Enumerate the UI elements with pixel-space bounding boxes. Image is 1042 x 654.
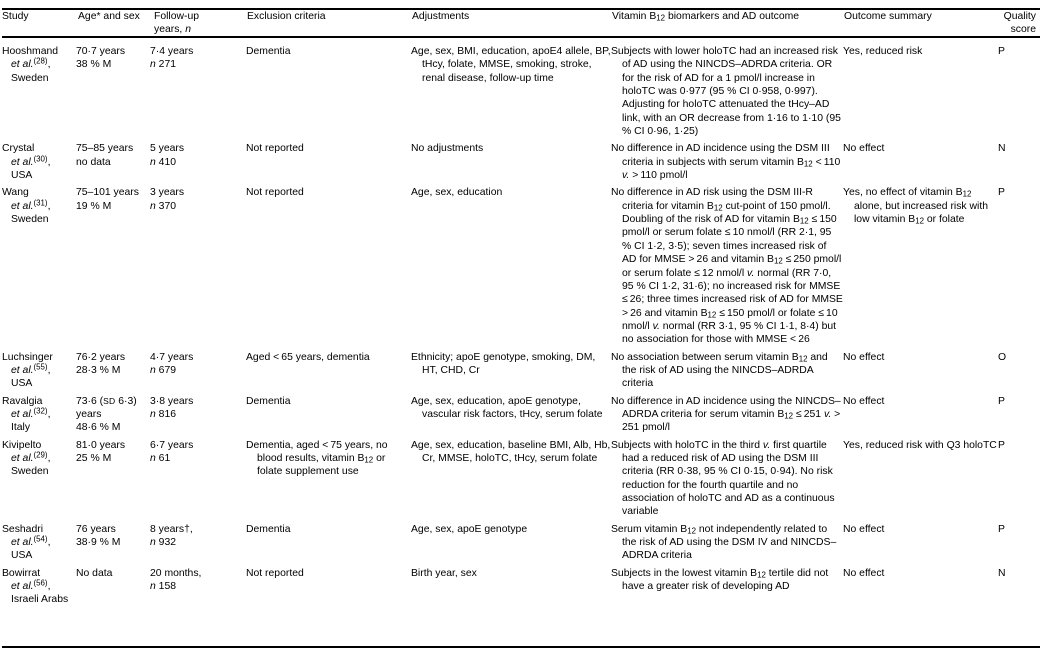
study-reference: (54) [33, 534, 48, 544]
table-body [2, 38, 1040, 611]
follow-up-years: 4·7 years [150, 351, 194, 363]
follow-up-n: n 679 [150, 364, 177, 376]
age-cell [76, 395, 150, 439]
age-cell [76, 38, 150, 142]
column-header-age-and-sex [76, 10, 150, 38]
quality-score-cell [998, 142, 1040, 186]
column-header-follow-up-line2: years, n [154, 24, 191, 36]
study-country: USA [11, 170, 33, 182]
table-row [2, 351, 1040, 395]
column-header-follow-up-line1: Follow-up [154, 11, 200, 22]
study-name: Hooshmand [2, 46, 59, 57]
biomarkers-cell: Subjects with lower holoTC had an increased risk of AD using the NINCDS–ADRDA criteria. OR for the risk of AD for a 1 pmol/l increase in holoTC was 0·977 (95 % CI 0·958, 0·997). Adjusting for holoTC attenuated the tHcy–AD link, with an OR decrease from 1·16 to 1·10 (95 % CI 0·96, 1·25) [611, 46, 841, 138]
study-et-al: et al. [11, 581, 34, 593]
column-header-outcome-summary [843, 10, 998, 38]
follow-up-n: n 816 [150, 408, 177, 420]
follow-up-cell [150, 395, 246, 439]
column-header-study [2, 10, 76, 38]
age-cell [76, 439, 150, 523]
table-header [2, 10, 1040, 38]
study-cell: Ravalgia et al.$^{(32)}$, Italy [2, 395, 51, 434]
outcome-cell: Yes, no effect of vitamin $B_{12}$ alone, but increased risk with low vitamin $B_{12}$ or folate [843, 187, 988, 226]
outcome-cell: No effect [843, 523, 885, 535]
study-name: Crystal [2, 143, 35, 155]
study-et-al: et al. [11, 156, 34, 168]
study-cell: Seshadri et al.$^{(54)}$, USA [2, 523, 51, 562]
study-name: Wang [2, 187, 29, 199]
column-header-quality-line2: score [1010, 24, 1036, 36]
study-cell: Luchsinger et al.$^{(55)}$, USA [2, 351, 53, 390]
column-header-exclusion-label: Exclusion criteria [247, 11, 326, 22]
quality-score-cell [998, 351, 1040, 395]
follow-up-cell [150, 567, 246, 611]
study-age: 75–85 years [76, 143, 134, 155]
follow-up-cell [150, 186, 246, 350]
table-row [2, 38, 1040, 142]
follow-up-cell [150, 523, 246, 567]
table-header-row [2, 10, 1040, 38]
adjustments-cell: Age, sex, BMI, education, apoE4 allele, BP, tHcy, folate, MMSE, smoking, stroke, renal disease, follow-up time [411, 46, 611, 84]
study-sex: 19 % M [76, 200, 112, 212]
study-country: USA [11, 550, 33, 562]
exclusion-cell: Not reported [246, 143, 304, 155]
follow-up-years: 3 years [150, 187, 185, 199]
biomarkers-cell: No difference in AD incidence using the DSM III criteria in subjects with serum vitamin $B_{12} < 110$ v. > 110 pmol/l [611, 143, 841, 182]
study-name: Kivipelto [2, 439, 42, 451]
follow-up-cell [150, 38, 246, 142]
exclusion-cell: Dementia [246, 46, 291, 57]
adjustments-cell: No adjustments [411, 143, 484, 155]
study-country: Sweden [11, 72, 49, 84]
column-header-age-label: Age* and sex [78, 11, 140, 22]
table-row [2, 567, 1040, 611]
study-age: 70·7 years [76, 46, 126, 57]
table-row [2, 439, 1040, 523]
age-cell [76, 186, 150, 350]
study-cell: Hooshmand et al.$^{(28)}$, Sweden [2, 46, 59, 84]
outcome-cell: No effect [843, 395, 885, 407]
exclusion-cell: Dementia [246, 523, 291, 535]
study-country: USA [11, 378, 33, 390]
adjustments-cell: Ethnicity; apoE genotype, smoking, DM, HT, CHD, Cr [411, 351, 596, 376]
outcome-cell: No effect [843, 351, 885, 363]
study-cell: Wang et al.$^{(31)}$, Sweden [2, 187, 51, 226]
study-age: 81·0 years [76, 439, 126, 451]
follow-up-cell [150, 351, 246, 395]
study-name: Bowirrat [2, 567, 41, 579]
exclusion-cell: Dementia, aged < 75 years, no blood results, vitamin $B_{12}$ or folate supplement use [246, 439, 388, 478]
column-header-outcome-label: Outcome summary [844, 11, 932, 22]
study-age: No data [76, 567, 113, 579]
study-sex: 28·3 % M [76, 364, 121, 376]
quality-score-value: P [998, 46, 1005, 57]
study-et-al: et al. [11, 452, 34, 464]
quality-score-cell [998, 439, 1040, 523]
table-row [2, 142, 1040, 186]
table-row [2, 523, 1040, 567]
quality-score-value: P [998, 523, 1005, 535]
study-reference: (31) [33, 198, 48, 208]
adjustments-cell: Birth year, sex [411, 567, 477, 579]
biomarkers-cell: Subjects with holoTC in the third v. first quartile had a reduced risk of AD using the DSM III criteria (RR 0·38, 95 % CI 0·15, 0·94). No risk reduction for the fourth quartile and no association of holoTC and AD as a continuous variable [611, 439, 835, 518]
study-country: Italy [11, 422, 31, 434]
study-et-al: et al. [11, 59, 34, 71]
outcome-cell: No effect [843, 567, 885, 579]
column-header-quality-line1: Quality [1003, 11, 1036, 22]
quality-score-cell [998, 186, 1040, 350]
quality-score-cell [998, 395, 1040, 439]
follow-up-years: 5 years [150, 143, 185, 155]
study-sex: 25 % M [76, 452, 112, 464]
column-header-biomarkers [611, 10, 843, 38]
study-et-al: et al. [11, 408, 34, 420]
exclusion-cell: Not reported [246, 567, 304, 579]
exclusion-cell: Aged < 65 years, dementia [246, 351, 370, 363]
outcome-cell: No effect [843, 143, 885, 155]
adjustments-cell: Age, sex, education, apoE genotype, vascular risk factors, tHcy, serum folate [411, 395, 603, 420]
study-sex: no data [76, 156, 111, 168]
exclusion-cell: Not reported [246, 187, 304, 199]
quality-score-cell [998, 38, 1040, 142]
study-reference: (56) [33, 578, 48, 588]
column-header-adjustments-label: Adjustments [412, 11, 470, 22]
follow-up-years: 6·7 years [150, 439, 194, 451]
study-reference: (32) [33, 406, 48, 416]
adjustments-cell: Age, sex, education, baseline BMI, Alb, Hb, Cr, MMSE, holoTC, tHcy, serum folate [411, 439, 611, 464]
quality-score-value: P [998, 187, 1005, 199]
study-sex: 48·6 % M [76, 422, 121, 434]
follow-up-years: 3·8 years [150, 395, 194, 407]
follow-up-n: n 370 [150, 200, 177, 212]
study-reference: (29) [33, 450, 48, 460]
study-reference: (30) [33, 154, 48, 164]
column-header-follow-up [150, 10, 246, 38]
table-row [2, 395, 1040, 439]
study-cell: Bowirrat et al.$^{(56)}$, Israeli Arabs [2, 567, 69, 606]
quality-score-cell [998, 523, 1040, 567]
follow-up-cell [150, 439, 246, 523]
adjustments-cell: Age, sex, education [411, 187, 503, 199]
quality-score-value: N [998, 143, 1006, 155]
exclusion-cell: Dementia [246, 395, 291, 407]
outcome-cell: Yes, reduced risk with Q3 holoTC [843, 439, 997, 451]
study-characteristics-table [2, 10, 1040, 611]
outcome-cell: Yes, reduced risk [843, 46, 923, 57]
biomarkers-cell: No association between serum vitamin $B_{12}$ and the risk of AD using the NINCDS–ADRDA criteria [611, 351, 828, 390]
study-age: 73·6 (SD 6·3) years [76, 395, 137, 420]
study-country: Israeli Arabs [11, 594, 69, 606]
column-header-study-label: Study [2, 11, 29, 22]
column-header-exclusion-criteria [246, 10, 411, 38]
study-et-al: et al. [11, 364, 34, 376]
quality-score-value: P [998, 439, 1005, 451]
column-header-adjustments [411, 10, 611, 38]
biomarkers-cell: No difference in AD risk using the DSM III-R criteria for vitamin $B_{12}$ cut-point of 150 pmol/l. Doubling of the risk of AD for vitamin $B_{12} \le 150$ pmol/l or serum folate ≤ 10 nmol/l (RR 2·1, 95 % CI 1·2, 3·5); seven times increased risk of AD for MMSE > 26 and vitamin $B_{12} \le 250$ pmol/l or serum folate ≤ 12 nmol/l v. normal (RR 7·0, 95 % CI 1·2, 31·6); no increased risk for MMSE ≤ 26; three times increased risk of AD for MMSE > 26 and vitamin $B_{12} \le 150$ pmol/l or folate ≤ 10 nmol/l v. normal (RR 3·1, 95 % CI 1·1, 8·4) but no association for those with MMSE < 26 [611, 187, 843, 346]
study-reference: (55) [33, 362, 48, 372]
study-country: Sweden [11, 466, 49, 478]
follow-up-n: n 410 [150, 156, 177, 168]
quality-score-value: P [998, 395, 1005, 407]
quality-score-value: O [998, 351, 1007, 363]
quality-score-cell [998, 567, 1040, 611]
study-sex: 38 % M [76, 59, 112, 71]
study-cell: Kivipelto et al.$^{(29)}$, Sweden [2, 439, 51, 478]
study-reference: (28) [33, 57, 48, 67]
follow-up-n: n 158 [150, 581, 177, 593]
study-cell: Crystal et al.$^{(30)}$, USA [2, 143, 51, 182]
column-header-quality-score [998, 10, 1040, 38]
study-name: Seshadri [2, 523, 44, 535]
age-cell [76, 351, 150, 395]
follow-up-n: n 271 [150, 59, 177, 71]
study-et-al: et al. [11, 537, 34, 549]
biomarkers-cell: Serum vitamin $B_{12}$ not independently related to the risk of AD using the DSM IV and NINCDS–ADRDA criteria [611, 523, 837, 562]
follow-up-years: 7·4 years [150, 46, 194, 57]
follow-up-cell [150, 142, 246, 186]
follow-up-n: n 932 [150, 537, 177, 549]
table-bottom-rule [2, 646, 1040, 648]
age-cell [76, 567, 150, 611]
study-name: Luchsinger [2, 351, 53, 363]
follow-up-n: n 61 [150, 452, 171, 464]
age-cell [76, 523, 150, 567]
follow-up-years: 20 months, [150, 567, 202, 579]
study-sex: 38·9 % M [76, 537, 121, 549]
study-age: 76 years [76, 523, 116, 535]
quality-score-value: N [998, 567, 1006, 579]
follow-up-years: 8 years†, [150, 523, 193, 535]
study-age: 76·2 years [76, 351, 126, 363]
study-country: Sweden [11, 214, 49, 226]
column-header-biomarkers-label: Vitamin $B_{12}$ biomarkers and AD outcome [612, 11, 800, 23]
study-et-al: et al. [11, 200, 34, 212]
adjustments-cell: Age, sex, apoE genotype [411, 523, 528, 535]
biomarkers-cell: Subjects in the lowest vitamin $B_{12}$ tertile did not have a greater risk of developing AD [611, 567, 829, 593]
table-row [2, 186, 1040, 350]
biomarkers-cell: No difference in AD incidence using the NINCDS–ADRDA criteria for serum vitamin $B_{12} \le 251$ v. > 251 pmol/l [611, 395, 843, 434]
study-name: Ravalgia [2, 395, 43, 407]
age-cell [76, 142, 150, 186]
study-age: 75–101 years [76, 187, 139, 199]
